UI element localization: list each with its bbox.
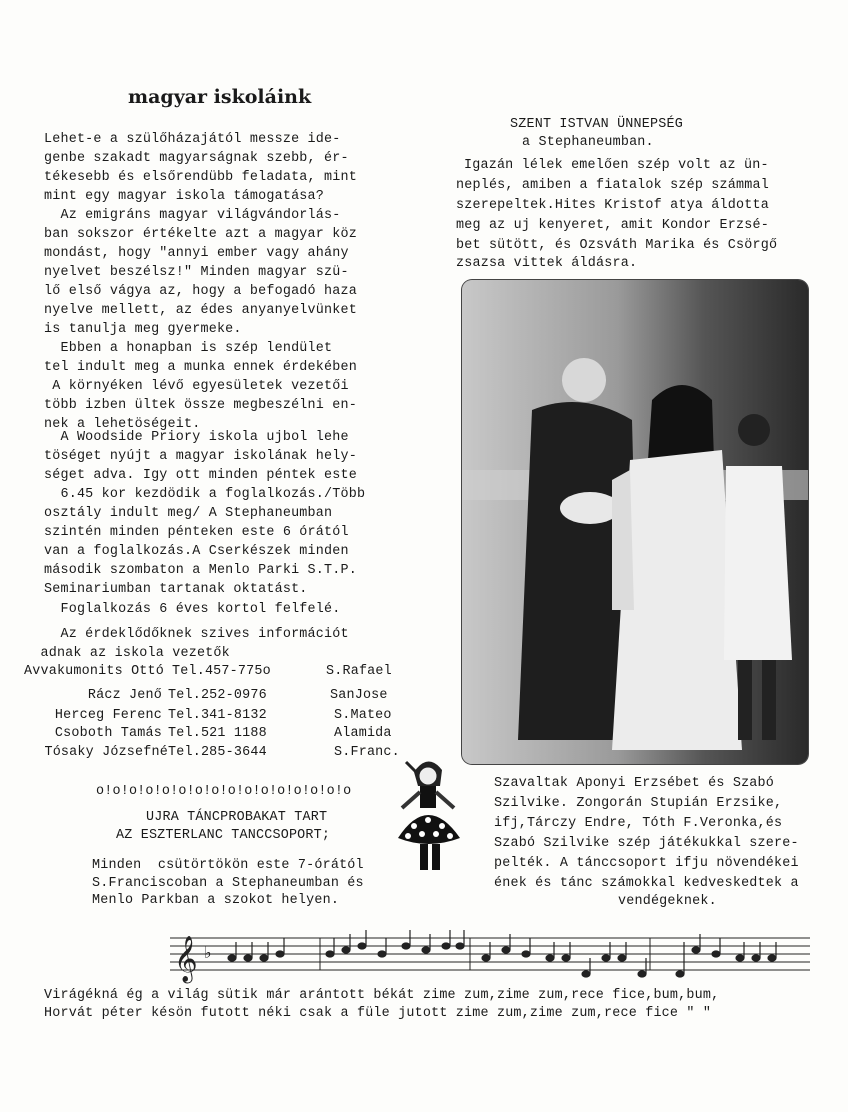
contact-city: S.Mateo [334,708,392,723]
text-line: is tanulja meg gyermeke. [44,322,242,337]
text-line: genbe szakadt magyarságnak szebb, ér- [44,151,349,166]
text-line: zsazsa vittek áldásra. [456,256,638,271]
text-line: nyelve mellett, az édes anyanyelvünket [44,303,357,318]
svg-text:♭: ♭ [204,943,212,962]
text-line: mint egy magyar iskola támogatása? [44,189,325,204]
contact-city: S.Rafael [326,664,392,679]
contact-name: Csoboth Tamás [54,726,162,741]
contact-name: Tósaky Józsefné [44,745,168,760]
text-line: tékesebb és elsőrendübb feladata, mint [44,170,357,185]
ceremony-photo [462,280,808,764]
contact-name: Rácz Jenő [87,688,162,703]
text-line: Lehet-e a szülőházajától messze ide- [44,132,341,147]
contact-phone: Tel.521 1188 [168,726,267,741]
contact-city: Alamida [334,726,392,741]
text-line: Seminariumban tartanak oktatást. [44,582,308,597]
text-line: töséget nyújt a magyar iskolának hely- [44,449,357,464]
text-line: bet sütött, és Ozsváth Marika és Csörgő [456,238,778,253]
svg-text:𝄞: 𝄞 [174,936,198,982]
text-line: 6.45 kor kezdödik a foglalkozás./Több [44,487,366,502]
section-subheading: a Stephaneumban. [522,135,654,150]
contact-name: Herceg Ferenc [54,708,162,723]
contact-city: S.Franc. [334,745,400,760]
contact-phone: Tel.457-775o [172,664,271,679]
song-lyric-line: Horvát péter késön futott néki csak a füle jutott zime zum,zime zum,rece fice " " [44,1006,712,1021]
text-line: Foglalkozás 6 éves kortol felfelé. [44,602,341,617]
dance-heading: UJRA TÁNCPROBAKAT TART [146,810,328,825]
text-line: van a foglalkozás.A Cserkészek minden [44,544,349,559]
song-lyric-line: Virágékná ég a világ sütik már arántott békát zime zum,zime zum,rece fice,bum,bum, [44,988,720,1003]
dance-heading: AZ ESZTERLANC TANCCSOPORT; [116,828,331,843]
section-heading: SZENT ISTVAN ÜNNEPSÉG [510,117,683,132]
text-line: Szabó Szilvike szép játékukkal szere- [494,836,799,851]
text-line: Az emigráns magyar világvándorlás- [44,208,341,223]
text-line: Az érdeklődőknek szives információt [44,627,349,642]
text-line: ban sokszor értékelte azt a magyar köz [44,227,357,242]
text-line: Szavaltak Aponyi Erzsébet és Szabó [494,776,775,791]
text-line: A környéken lévő egyesületek vezetői [44,379,349,394]
text-line: séget adva. Igy ott minden péntek este [44,468,357,483]
text-line: nyelvet beszélsz!" Minden magyar szü- [44,265,349,280]
text-line: tel indult meg a munka ennek érdekében [44,360,357,375]
text-line: szintén minden pénteken este 6 órától [44,525,349,540]
text-line: ének és tánc számokkal kedveskedtek a [494,876,799,891]
text-line: meg az uj kenyeret, amit Kondor Erzsé- [456,218,769,233]
article-title: magyar iskoláink [128,86,312,108]
text-line: második szombaton a Menlo Parki S.T.P. [44,563,357,578]
text-line: Minden csütörtökön este 7-órától [92,858,364,873]
text-line: A Woodside Priory iskola ujbol lehe [44,430,349,445]
text-line: Ebben a honapban is szép lendület [44,341,333,356]
text-line: neplés, amiben a fiatalok szép számmal [456,178,769,193]
text-line: Igazán lélek emelően szép volt az ün- [464,158,769,173]
contact-name: Avvakumonits Ottó [24,664,165,679]
music-notation [170,918,820,984]
folk-dancer-illustration [384,752,474,878]
text-line: Szilvike. Zongorán Stupián Erzsike, [494,796,783,811]
contact-phone: Tel.341-8132 [168,708,267,723]
decorative-divider: o!o!o!o!o!o!o!o!o!o!o!o!o!o!o!o [96,784,352,799]
text-line: adnak az iskola vezetők [24,646,230,661]
text-line: osztály indult meg/ A Stephaneumban [44,506,333,521]
text-line: több izben ültek össze megbeszélni en- [44,398,357,413]
text-line: vendégeknek. [618,894,717,909]
text-line: nek a lehetöségeit. [44,417,201,432]
text-line: Menlo Parkban a szokot helyen. [92,893,340,908]
contact-phone: Tel.285-3644 [168,745,267,760]
contact-phone: Tel.252-0976 [168,688,267,703]
contact-city: SanJose [330,688,388,703]
text-line: ifj,Tárczy Endre, Tóth F.Veronka,és [494,816,783,831]
text-line: S.Franciscoban a Stephaneumban és [92,876,364,891]
text-line: szerepeltek.Hites Kristof atya áldotta [456,198,769,213]
text-line: pelték. A tánccsoport ifju növendékei [494,856,799,871]
text-line: lő első vágya az, hogy a befogadó haza [44,284,357,299]
text-line: mondást, hogy "annyi ember vagy ahány [44,246,349,261]
